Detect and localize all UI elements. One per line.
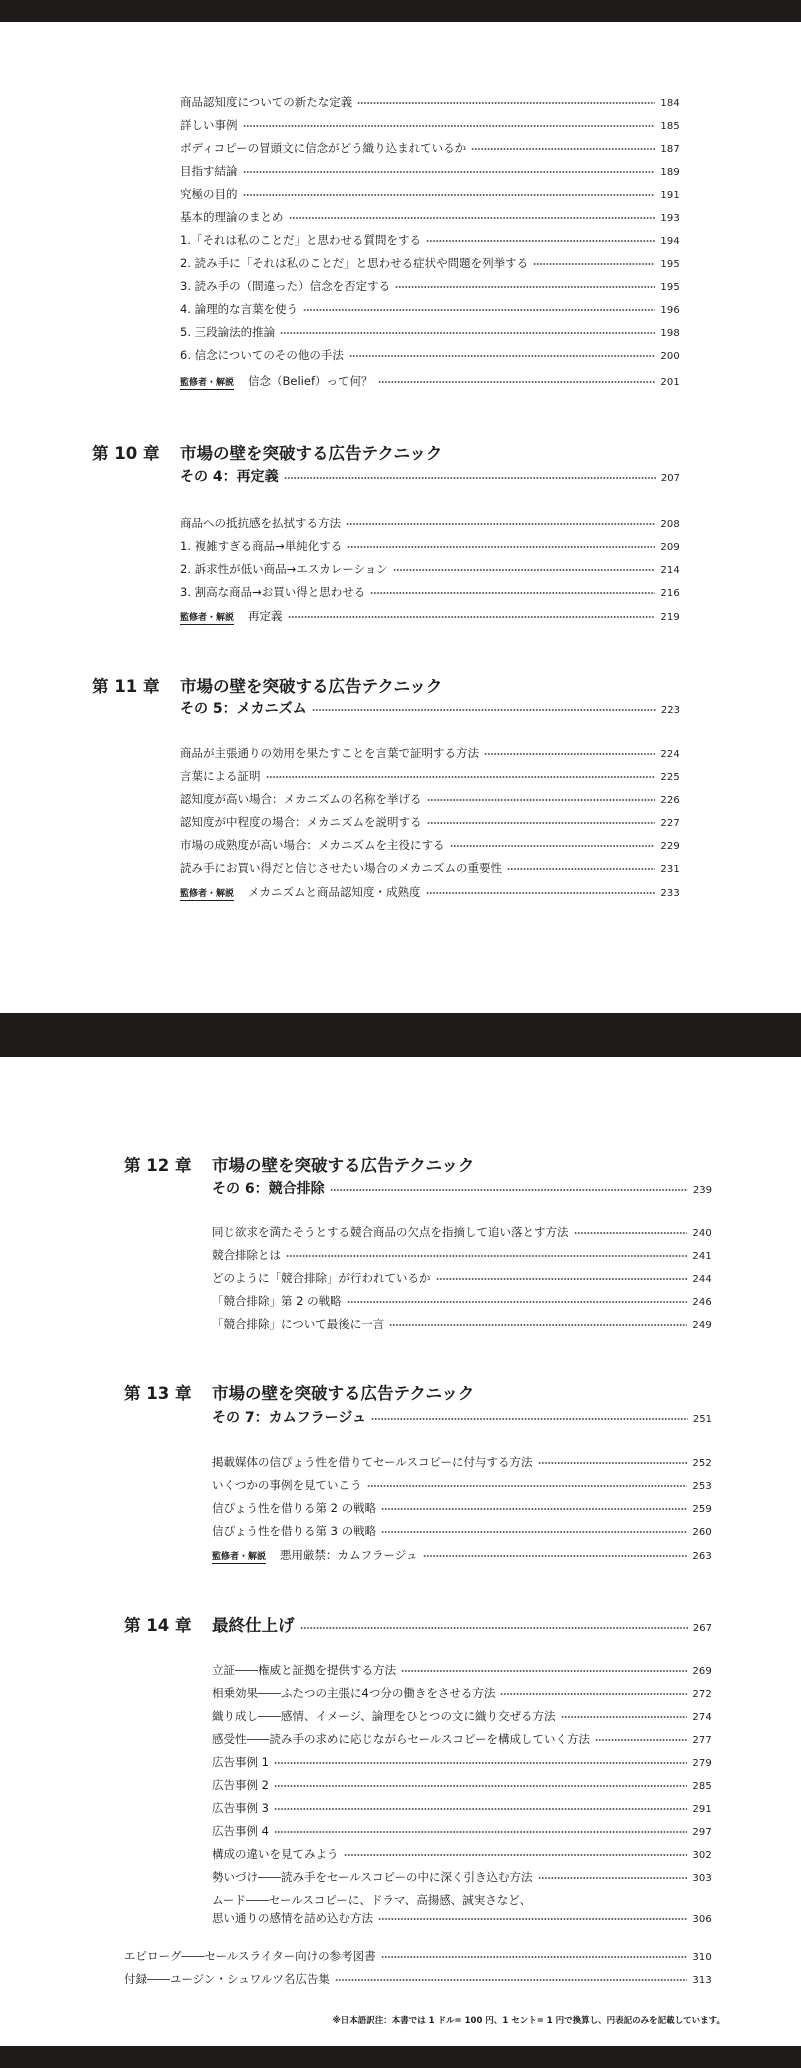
toc-entry[interactable]: 1. 複雑すぎる商品→単純化する 209 [180, 539, 680, 553]
page-number: 229 [660, 841, 680, 852]
chapter-title: 市場の壁を突破する広告テクニック [212, 1156, 475, 1175]
page-number: 251 [692, 1414, 712, 1425]
page-number: 201 [660, 377, 680, 388]
dot-leader [330, 1189, 688, 1191]
page-number: 259 [692, 1504, 712, 1515]
dot-leader [303, 309, 655, 311]
page-number: 313 [692, 1975, 712, 1986]
page-number: 263 [692, 1551, 712, 1562]
page-number: 269 [692, 1666, 712, 1677]
commentary-tag: 監修者・解説 [180, 378, 235, 388]
chapter-heading[interactable] [92, 444, 442, 464]
toc-entry[interactable]: 織り成し――感情、イメージ、論理をひとつの文に織り交ぜる方法 274 [212, 1709, 712, 1723]
dot-leader [344, 1854, 688, 1856]
dot-leader [346, 523, 655, 525]
page-number: 198 [660, 328, 680, 339]
toc-entry[interactable]: いくつかの事例を見ていこう 253 [212, 1478, 712, 1492]
chapter-subtitle[interactable]: その 7：カムフラージュ 251 [212, 1409, 712, 1429]
toc-entry[interactable]: 「競合排除」について最後に一言 249 [212, 1317, 712, 1331]
toc-entry[interactable]: 6. 信念についてのその他の手法 200 [180, 348, 680, 362]
page-number: 195 [660, 282, 680, 293]
dot-leader [243, 194, 656, 196]
epilogue-entry[interactable]: エピローグ――セールスライター向けの参考図書 310 [124, 1949, 712, 1963]
chapter-number: 第 11 章 [92, 677, 160, 696]
chapter-number: 第 10 章 [92, 444, 160, 463]
chapter-heading[interactable] [92, 677, 442, 697]
page-number: 267 [692, 1623, 712, 1634]
page-number: 244 [692, 1274, 712, 1285]
dot-leader [274, 1808, 687, 1810]
chapter-number: 第 12 章 [124, 1156, 192, 1175]
dot-leader [561, 1716, 688, 1718]
toc-commentary-entry[interactable]: 監修者・解説 メカニズムと商品認知度・成熟度 233 [180, 885, 680, 899]
page-number: 297 [692, 1827, 712, 1838]
page-number: 226 [660, 795, 680, 806]
toc-entry-line1[interactable]: ムード――セールスコピーに、ドラマ、高揚感、誠実さなど、 [212, 1893, 532, 1907]
chapter-number: 第 14 章 [124, 1616, 192, 1635]
toc-entry[interactable]: 読み手にお買い得だと信じさせたい場合のメカニズムの重要性 231 [180, 861, 680, 875]
dot-leader [243, 125, 656, 127]
dot-leader [312, 709, 656, 711]
commentary-tag: 監修者・解説 [180, 889, 235, 899]
toc-entry[interactable]: どのように「競合排除」が行われているか 244 [212, 1271, 712, 1285]
page-number: 285 [692, 1781, 712, 1792]
dot-leader [381, 1508, 687, 1510]
page-number: 214 [660, 565, 680, 576]
page-number: 277 [692, 1735, 712, 1746]
dot-leader [300, 1627, 688, 1629]
toc-entry[interactable]: 認知度が中程度の場合：メカニズムを説明する 227 [180, 815, 680, 829]
page-number: 249 [692, 1320, 712, 1331]
chapter-title: 市場の壁を突破する広告テクニック [180, 677, 443, 696]
translator-footnote: ※日本語訳注：本書では 1 ドル= 100 円、1 セント= 1 円で換算し、円表記のみを記載しています。 [332, 2016, 725, 2026]
toc-entry[interactable]: 構成の違いを見てみよう 302 [212, 1847, 712, 1861]
chapter-heading[interactable] [124, 1616, 712, 1639]
dot-leader [538, 1462, 688, 1464]
dot-leader [286, 1255, 687, 1257]
toc-entry[interactable]: 市場の成熟度が高い場合：メカニズムを主役にする 229 [180, 838, 680, 852]
page-number: 241 [692, 1251, 712, 1262]
toc-commentary-entry[interactable]: 監修者・解説 再定義 219 [180, 609, 680, 623]
chapter-subtitle[interactable]: その 5：メカニズム 223 [180, 700, 680, 720]
chapter-title: 最終仕上げ [212, 1616, 295, 1635]
dot-leader [243, 171, 656, 173]
dot-leader [370, 592, 655, 594]
toc-entry[interactable]: 商品認知度についての新たな定義 184 [180, 95, 680, 109]
dot-leader [507, 868, 655, 870]
chapter-subtitle[interactable]: その 4：再定義 207 [180, 468, 680, 488]
dot-leader [289, 217, 656, 219]
page-number: 224 [660, 749, 680, 760]
page-number: 223 [660, 705, 680, 716]
page-number: 246 [692, 1297, 712, 1308]
chapter-number: 第 13 章 [124, 1384, 192, 1403]
dot-leader [357, 102, 655, 104]
dot-leader [274, 1831, 687, 1833]
dot-leader [280, 332, 655, 334]
toc-entry[interactable]: 「競合排除」第 2 の戦略 246 [212, 1294, 712, 1308]
dot-leader [378, 1918, 687, 1920]
dot-leader [389, 1324, 687, 1326]
dot-leader [335, 1979, 687, 1981]
toc-entry[interactable]: 言葉による証明 225 [180, 769, 680, 783]
page-number: 219 [660, 612, 680, 623]
dot-leader [538, 1877, 688, 1879]
dot-leader [401, 1670, 687, 1672]
dot-leader [395, 286, 655, 288]
dot-leader [393, 569, 656, 571]
chapter-title: 市場の壁を突破する広告テクニック [180, 444, 443, 463]
toc-entry[interactable]: ボディコピーの冒頭文に信念がどう織り込まれているか 187 [180, 141, 680, 155]
bottom-dark-band [0, 2046, 801, 2068]
page-number: 187 [660, 144, 680, 155]
page-number: 207 [660, 473, 680, 484]
dot-leader [378, 381, 656, 383]
toc-entry[interactable]: 究極の目的 191 [180, 187, 680, 201]
chapter-heading[interactable] [124, 1384, 474, 1404]
dot-leader [595, 1739, 687, 1741]
toc-entry[interactable]: 相乗効果――ふたつの主張に4つ分の働きをさせる方法 272 [212, 1686, 712, 1700]
dot-leader [367, 1485, 688, 1487]
toc-entry[interactable]: 信ぴょう性を借りる第 3 の戦略 260 [212, 1524, 712, 1538]
page-number: 208 [660, 519, 680, 530]
toc-entry[interactable]: 信ぴょう性を借りる第 2 の戦略 259 [212, 1501, 712, 1515]
appendix-entry[interactable]: 付録――ユージン・シュワルツ名広告集 313 [124, 1972, 712, 1986]
page-number: 184 [660, 98, 680, 109]
toc-entry[interactable]: 2. 訴求性が低い商品→エスカレーション 214 [180, 562, 680, 576]
page-number: 209 [660, 542, 680, 553]
toc-entry[interactable]: 感受性――読み手の求めに応じながらセールスコピーを構成していく方法 277 [212, 1732, 712, 1746]
toc-entry[interactable]: 2. 読み手に「それは私のことだ」と思わせる症状や問題を列挙する 195 [180, 256, 680, 270]
page-number: 260 [692, 1527, 712, 1538]
commentary-tag: 監修者・解説 [180, 613, 235, 623]
dot-leader [274, 1762, 687, 1764]
page-number: 233 [660, 888, 680, 899]
toc-entry[interactable]: 立証――権威と証拠を提供する方法 269 [212, 1663, 712, 1677]
toc-entry[interactable]: 3. 読み手の（間違った）信念を否定する 195 [180, 279, 680, 293]
dot-leader [274, 1785, 687, 1787]
dot-leader [500, 1693, 687, 1695]
page-number: 227 [660, 818, 680, 829]
page-number: 274 [692, 1712, 712, 1723]
toc-entry[interactable]: 5. 三段論法的推論 198 [180, 325, 680, 339]
page-number: 216 [660, 588, 680, 599]
toc-entry[interactable]: 商品が主張通りの効用を果たすことを言葉で証明する方法 224 [180, 746, 680, 760]
dot-leader [284, 477, 656, 479]
dot-leader [349, 355, 655, 357]
dot-leader [423, 1555, 688, 1557]
page-number: 196 [660, 305, 680, 316]
dot-leader [450, 845, 656, 847]
page-number: 272 [692, 1689, 712, 1700]
toc-entry[interactable]: 広告事例 2 285 [212, 1778, 712, 1792]
page-number: 279 [692, 1758, 712, 1769]
toc-entry[interactable]: 基本的理論のまとめ 193 [180, 210, 680, 224]
dot-leader [426, 240, 655, 242]
page-number: 185 [660, 121, 680, 132]
dot-leader [427, 799, 656, 801]
toc-entry[interactable]: 1.「それは私のことだ」と思わせる質問をする 194 [180, 233, 680, 247]
toc-entry[interactable]: 競合排除とは 241 [212, 1248, 712, 1262]
toc-entry[interactable]: 商品への抵抗感を払拭する方法 208 [180, 516, 680, 530]
page-number: 306 [692, 1914, 712, 1925]
toc-entry[interactable]: 広告事例 1 279 [212, 1755, 712, 1769]
page-number: 231 [660, 864, 680, 875]
page-number: 239 [692, 1185, 712, 1196]
dot-leader [288, 616, 656, 618]
toc-entry[interactable]: 3. 割高な商品→お買い得と思わせる 216 [180, 585, 680, 599]
page-number: 252 [692, 1458, 712, 1469]
toc-entry[interactable]: 詳しい事例 185 [180, 118, 680, 132]
page-separator-band [0, 1013, 801, 1057]
toc-entry-line2[interactable]: 思い通りの感情を詰め込む方法 306 [212, 1911, 712, 1925]
dot-leader [371, 1418, 688, 1420]
page-number: 195 [660, 259, 680, 270]
toc-entry[interactable]: 目指す結論 189 [180, 164, 680, 178]
dot-leader [471, 148, 655, 150]
page-number: 303 [692, 1873, 712, 1884]
toc-entry[interactable]: 広告事例 3 291 [212, 1801, 712, 1815]
page-number: 302 [692, 1850, 712, 1861]
page-number: 240 [692, 1228, 712, 1239]
toc-commentary-entry[interactable]: 監修者・解説 信念（Belief）って何？ 201 [180, 374, 680, 388]
dot-leader [381, 1956, 688, 1958]
chapter-title: 市場の壁を突破する広告テクニック [212, 1384, 475, 1403]
dot-leader [484, 753, 655, 755]
dot-leader [381, 1531, 687, 1533]
toc-entry[interactable]: 同じ欲求を満たそうとする競合商品の欠点を指摘して追い落とす方法 240 [212, 1225, 712, 1239]
page-number: 194 [660, 236, 680, 247]
dot-leader [426, 892, 656, 894]
dot-leader [574, 1232, 688, 1234]
page-number: 191 [660, 190, 680, 201]
toc-commentary-entry[interactable]: 監修者・解説 悪用厳禁：カムフラージュ 263 [212, 1548, 712, 1562]
dot-leader [427, 822, 656, 824]
dot-leader [533, 263, 655, 265]
chapter-heading[interactable] [124, 1156, 474, 1176]
dot-leader [266, 776, 656, 778]
toc-entry[interactable]: 認知度が高い場合：メカニズムの名称を挙げる 226 [180, 792, 680, 806]
page-number: 253 [692, 1481, 712, 1492]
chapter-subtitle[interactable]: その 6：競合排除 239 [212, 1180, 712, 1200]
toc-entry[interactable]: 広告事例 4 297 [212, 1824, 712, 1838]
page-number: 189 [660, 167, 680, 178]
dot-leader [436, 1278, 688, 1280]
top-dark-band [0, 0, 801, 22]
toc-entry[interactable]: 掲載媒体の信ぴょう性を借りてセールスコピーに付与する方法 252 [212, 1455, 712, 1469]
page-number: 225 [660, 772, 680, 783]
page-number: 200 [660, 351, 680, 362]
page-number: 310 [692, 1952, 712, 1963]
dot-leader [347, 546, 655, 548]
page-number: 291 [692, 1804, 712, 1815]
toc-entry[interactable]: 勢いづけ――読み手をセールスコピーの中に深く引き込む方法 303 [212, 1870, 712, 1884]
commentary-tag: 監修者・解説 [212, 1552, 267, 1562]
toc-entry[interactable]: 4. 論理的な言葉を使う 196 [180, 302, 680, 316]
dot-leader [347, 1301, 688, 1303]
page-number: 193 [660, 213, 680, 224]
